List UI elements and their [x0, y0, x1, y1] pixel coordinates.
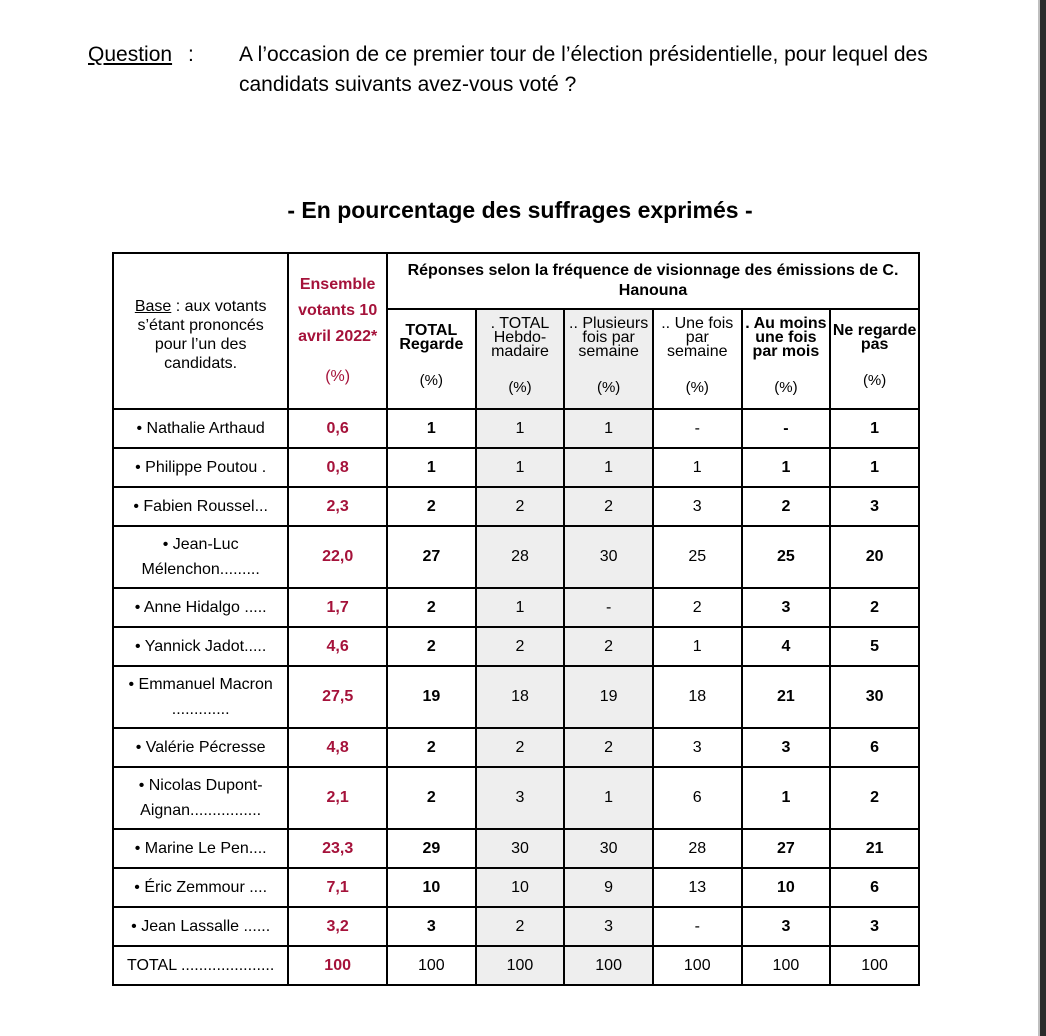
value-cell: 2: [388, 488, 475, 525]
ensemble-value: 2,1: [289, 768, 386, 828]
table-row: [114, 768, 918, 828]
value-cell: 1: [477, 410, 564, 447]
value-cell: 3: [831, 488, 918, 525]
value-cell: 19: [565, 667, 652, 727]
value-cell: 6: [654, 768, 741, 828]
value-cell: 6: [831, 729, 918, 766]
value-cell: 1: [654, 628, 741, 665]
value-cell: 3: [743, 589, 830, 626]
value-cell: 100: [388, 947, 475, 984]
value-cell: 1: [565, 768, 652, 828]
candidate-name: • Anne Hidalgo .....: [114, 589, 287, 626]
value-cell: 1: [565, 410, 652, 447]
ensemble-value: 0,8: [289, 449, 386, 486]
value-cell: 10: [477, 869, 564, 906]
value-cell: 18: [477, 667, 564, 727]
value-cell: 30: [565, 830, 652, 867]
candidate-name: • Fabien Roussel...: [114, 488, 287, 525]
value-cell: 25: [654, 527, 741, 587]
sub-header-total-regarde: TOTAL Regarde (%): [388, 310, 475, 408]
value-cell: 2: [477, 729, 564, 766]
ensemble-value: 2,3: [289, 488, 386, 525]
candidate-name: • Philippe Poutou .: [114, 449, 287, 486]
ensemble-value: 4,8: [289, 729, 386, 766]
table-body: [114, 410, 918, 984]
table-row: [114, 908, 918, 945]
table-row: [114, 667, 918, 727]
value-cell: 1: [743, 768, 830, 828]
candidate-name: • Jean Lassalle ......: [114, 908, 287, 945]
value-cell: 2: [565, 488, 652, 525]
value-cell: 2: [477, 908, 564, 945]
value-cell: 10: [743, 869, 830, 906]
value-cell: 2: [831, 589, 918, 626]
value-cell: 1: [477, 589, 564, 626]
value-cell: 2: [477, 488, 564, 525]
value-cell: 1: [831, 410, 918, 447]
page-edge: [1040, 0, 1046, 1036]
group-header: Réponses selon la fréquence de visionnage des émissions de C. Hanouna: [388, 254, 918, 308]
value-cell: 3: [831, 908, 918, 945]
candidate-name: • Éric Zemmour ....: [114, 869, 287, 906]
value-cell: 1: [388, 410, 475, 447]
table-row: [114, 729, 918, 766]
value-cell: -: [743, 410, 830, 447]
sub-header-au-moins-mois: . Au moins une fois par mois (%): [743, 310, 830, 408]
table-row: [114, 488, 918, 525]
value-cell: 2: [654, 589, 741, 626]
value-cell: -: [565, 589, 652, 626]
value-cell: 3: [388, 908, 475, 945]
value-cell: 13: [654, 869, 741, 906]
table-row: [114, 449, 918, 486]
ensemble-value: 7,1: [289, 869, 386, 906]
value-cell: 100: [477, 947, 564, 984]
value-cell: 9: [565, 869, 652, 906]
candidate-name: • Nicolas Dupont-Aignan................: [114, 768, 287, 828]
value-cell: 3: [477, 768, 564, 828]
value-cell: 2: [831, 768, 918, 828]
question-label: Question: [88, 43, 173, 66]
question-colon: :: [188, 43, 194, 66]
ensemble-value: 0,6: [289, 410, 386, 447]
value-cell: 5: [831, 628, 918, 665]
ensemble-value: 4,6: [289, 628, 386, 665]
ensemble-value: 27,5: [289, 667, 386, 727]
value-cell: 2: [388, 768, 475, 828]
table-heading: - En pourcentage des suffrages exprimés -: [287, 197, 753, 223]
candidate-name: • Nathalie Arthaud: [114, 410, 287, 447]
candidate-name: • Emmanuel Macron .............: [114, 667, 287, 727]
value-cell: -: [654, 410, 741, 447]
value-cell: 30: [477, 830, 564, 867]
value-cell: 2: [388, 628, 475, 665]
value-cell: 4: [743, 628, 830, 665]
candidate-name: • Valérie Pécresse: [114, 729, 287, 766]
value-cell: 28: [654, 830, 741, 867]
value-cell: 3: [565, 908, 652, 945]
value-cell: 27: [388, 527, 475, 587]
table-row: [114, 589, 918, 626]
value-cell: 1: [388, 449, 475, 486]
value-cell: 100: [831, 947, 918, 984]
sub-header-ne-regarde-pas: Ne regarde pas (%): [831, 310, 918, 408]
value-cell: 100: [565, 947, 652, 984]
value-cell: 3: [654, 729, 741, 766]
value-cell: 30: [565, 527, 652, 587]
value-cell: 21: [743, 667, 830, 727]
value-cell: 2: [743, 488, 830, 525]
table-row: [114, 527, 918, 587]
value-cell: 2: [565, 628, 652, 665]
value-cell: 27: [743, 830, 830, 867]
ensemble-value: 3,2: [289, 908, 386, 945]
candidate-name: • Marine Le Pen....: [114, 830, 287, 867]
value-cell: 100: [743, 947, 830, 984]
value-cell: 1: [565, 449, 652, 486]
value-cell: 10: [388, 869, 475, 906]
table-total-row: [114, 947, 918, 984]
sub-header-total-hebdo: . TOTAL Hebdo-madaire (%): [477, 310, 564, 408]
base-cell: [114, 254, 287, 408]
value-cell: 2: [477, 628, 564, 665]
value-cell: 1: [477, 449, 564, 486]
value-cell: 19: [388, 667, 475, 727]
ensemble-header-label: Ensemble votants 10 avril 2022*: [298, 276, 378, 345]
value-cell: -: [654, 908, 741, 945]
candidate-name: • Jean-Luc Mélenchon.........: [114, 527, 287, 587]
value-cell: 3: [654, 488, 741, 525]
value-cell: 25: [743, 527, 830, 587]
ensemble-value: 100: [289, 947, 386, 984]
value-cell: 3: [743, 729, 830, 766]
value-cell: 1: [831, 449, 918, 486]
value-cell: 1: [654, 449, 741, 486]
ensemble-value: 1,7: [289, 589, 386, 626]
value-cell: 28: [477, 527, 564, 587]
total-label: TOTAL .....................: [114, 947, 287, 984]
table-row: [114, 628, 918, 665]
value-cell: 100: [654, 947, 741, 984]
base-text: : aux votants s’étant prononcés pour l’un des candidats.: [137, 298, 267, 372]
results-table: [112, 252, 920, 986]
value-cell: 2: [388, 589, 475, 626]
table-row: [114, 830, 918, 867]
value-cell: 2: [388, 729, 475, 766]
value-cell: 29: [388, 830, 475, 867]
sub-header-une-fois: .. Une fois par semaine (%): [654, 310, 741, 408]
value-cell: 30: [831, 667, 918, 727]
table-row: [114, 869, 918, 906]
value-cell: 20: [831, 527, 918, 587]
table-row: [114, 410, 918, 447]
value-cell: 18: [654, 667, 741, 727]
value-cell: 2: [565, 729, 652, 766]
value-cell: 1: [743, 449, 830, 486]
ensemble-header: [289, 254, 386, 408]
value-cell: 21: [831, 830, 918, 867]
base-label: Base: [134, 298, 172, 315]
ensemble-value: 22,0: [289, 527, 386, 587]
sub-header-plusieurs-fois: .. Plusieurs fois par semaine (%): [565, 310, 652, 408]
question-text: A l’occasion de ce premier tour de l’élection présidentielle, pour lequel des candidats suivants avez-vous voté ?: [239, 43, 928, 96]
ensemble-value: 23,3: [289, 830, 386, 867]
value-cell: 6: [831, 869, 918, 906]
value-cell: 3: [743, 908, 830, 945]
ensemble-unit: (%): [325, 368, 351, 385]
candidate-name: • Yannick Jadot.....: [114, 628, 287, 665]
